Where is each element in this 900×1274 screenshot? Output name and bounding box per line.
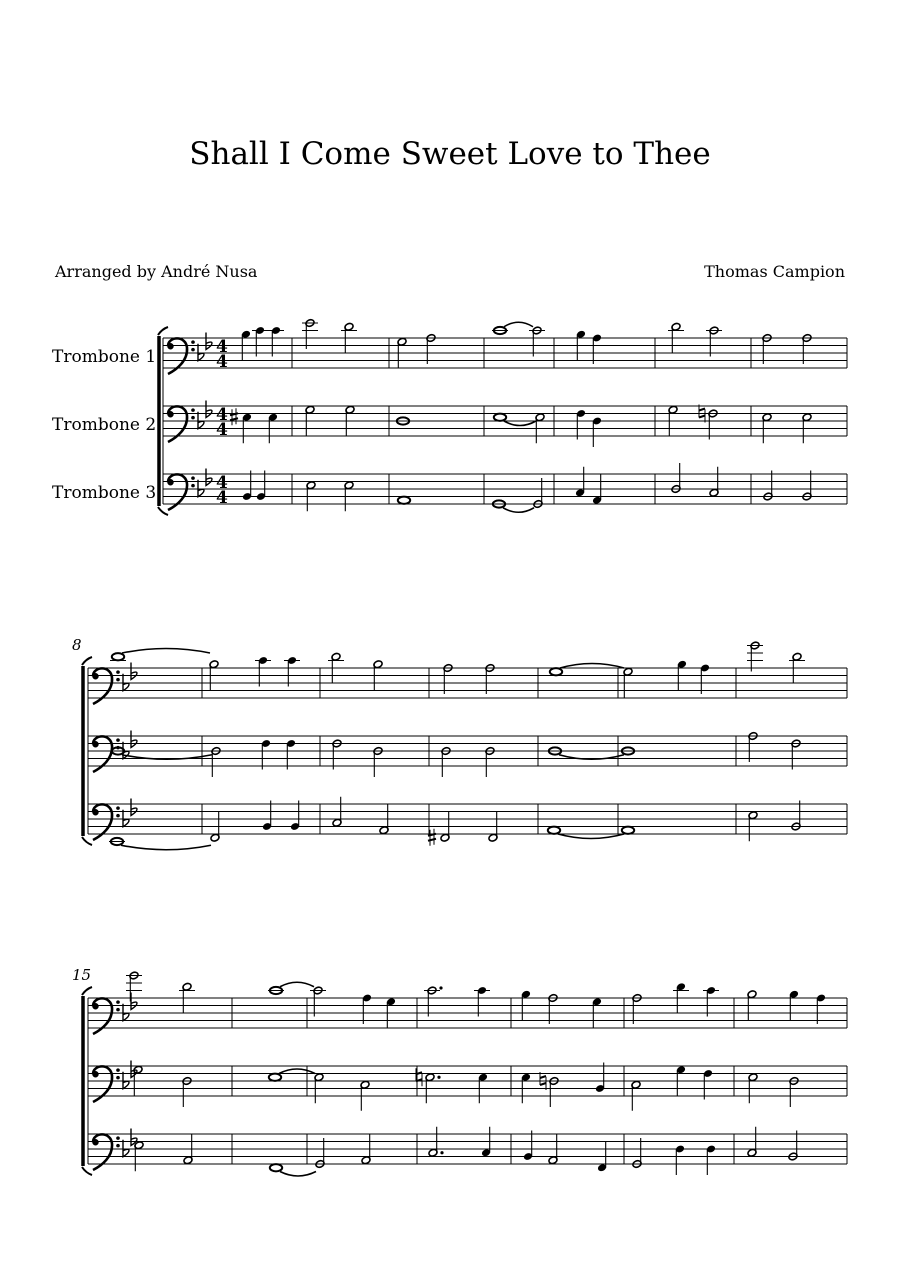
time-signature-denominator: 4 (216, 352, 228, 372)
bass-clef-dot (116, 1068, 120, 1072)
bass-clef (167, 474, 195, 510)
instrument-label-trombone-2: Trombone 2 (52, 415, 157, 435)
time-signature-numerator: 4 (216, 405, 228, 425)
bass-clef-dot (116, 1136, 120, 1140)
quarter-note (597, 1142, 607, 1173)
sharp-accidental (230, 408, 238, 425)
time-signature-denominator: 4 (216, 420, 228, 440)
quarter-note (287, 656, 297, 687)
quarter-note (576, 330, 586, 361)
quarter-note (521, 1073, 531, 1104)
augmentation-dot (437, 1076, 440, 1079)
bass-clef (92, 998, 119, 1034)
quarter-note (592, 333, 602, 364)
bass-clef-dot (191, 484, 195, 488)
tie (503, 508, 534, 513)
bass-clef-dot (116, 678, 120, 682)
sharp-stroke (428, 839, 436, 841)
notehead (494, 414, 506, 421)
bass-clef-dot (191, 416, 195, 420)
quarter-note (386, 997, 396, 1028)
bass-clef (92, 804, 119, 840)
quarter-note (677, 660, 687, 691)
quarter-note (576, 409, 586, 440)
quarter-note (271, 326, 281, 357)
bracket-hook (82, 987, 92, 995)
key-signature-flat (131, 799, 137, 816)
key-signature-flat (123, 1140, 129, 1157)
bracket-hook (158, 507, 168, 515)
whole-note (494, 414, 506, 421)
quarter-note (706, 1144, 716, 1175)
bracket-hook (82, 657, 92, 665)
time-signature-numerator: 4 (216, 473, 228, 493)
instrument-label-trombone-3: Trombone 3 (52, 483, 157, 503)
bass-clef-head (167, 479, 173, 485)
natural-stroke (540, 1076, 546, 1078)
notehead (550, 668, 562, 675)
bass-clef-head (92, 741, 98, 747)
sharp-stroke (230, 418, 238, 420)
quarter-note (258, 656, 268, 687)
key-signature-flat (123, 810, 129, 827)
quarter-note (478, 1073, 488, 1104)
bass-clef-dot (116, 670, 120, 674)
natural-stroke (540, 1083, 546, 1085)
quarter-note (242, 413, 252, 444)
key-signature-flat (206, 469, 212, 486)
augmentation-dot (440, 1151, 443, 1154)
bass-clef-head (92, 1071, 98, 1077)
tie (558, 834, 624, 839)
time-signature-denominator: 4 (216, 488, 228, 508)
score-title: Shall I Come Sweet Love to Thee (189, 136, 711, 172)
whole-note (548, 827, 560, 834)
key-signature-flat (123, 674, 129, 691)
tie (122, 649, 210, 654)
quarter-note (477, 986, 487, 1017)
key-signature-flat (198, 480, 204, 497)
quarter-note (703, 1069, 713, 1100)
key-signature-flat (131, 663, 137, 680)
tie (504, 421, 536, 426)
bass-clef-dot (116, 1008, 120, 1012)
bass-clef-dot (191, 476, 195, 480)
natural-stroke (699, 409, 705, 411)
bass-clef-dot (191, 340, 195, 344)
quarter-note (676, 982, 686, 1013)
notehead (269, 1074, 281, 1081)
composer-credit: Thomas Campion (704, 262, 845, 281)
natural-stroke (699, 416, 705, 418)
bass-clef (92, 668, 119, 704)
key-signature-flat (206, 401, 212, 418)
key-signature-flat (198, 344, 204, 361)
bracket-hook (158, 327, 168, 335)
tie (280, 982, 314, 987)
quarter-note (595, 1063, 605, 1094)
bass-clef-dot (116, 814, 120, 818)
bass-clef-dot (116, 1076, 120, 1080)
bass-clef-dot (116, 806, 120, 810)
key-signature-flat (131, 731, 137, 748)
quarter-note (592, 416, 602, 447)
notehead (622, 827, 634, 834)
tie (280, 1172, 316, 1177)
quarter-note (286, 739, 296, 770)
notehead (398, 497, 410, 504)
bass-clef (167, 406, 195, 442)
bass-clef-head (167, 343, 173, 349)
quarter-note (675, 1144, 685, 1175)
quarter-note (290, 801, 300, 832)
quarter-note (261, 739, 271, 770)
notehead (112, 653, 124, 660)
measure-number: 15 (72, 966, 92, 984)
whole-note (398, 497, 410, 504)
quarter-note (575, 467, 585, 498)
whole-note (622, 827, 634, 834)
bass-clef-dot (116, 1144, 120, 1148)
bass-clef-dot (191, 408, 195, 412)
quarter-note (242, 471, 252, 502)
bass-clef-dot (116, 1000, 120, 1004)
arranger-credit: Arranged by André Nusa (55, 262, 258, 281)
key-signature-flat (123, 1072, 129, 1089)
bass-clef-dot (191, 348, 195, 352)
quarter-note (255, 326, 265, 357)
quarter-note (268, 413, 278, 444)
tie (279, 1069, 315, 1074)
tie (504, 322, 533, 327)
key-signature-flat (198, 412, 204, 429)
bass-clef (167, 338, 195, 374)
quarter-note (700, 663, 710, 694)
whole-note (270, 1164, 282, 1171)
notehead (270, 1164, 282, 1171)
quarter-note (676, 1065, 686, 1096)
bass-clef-head (167, 411, 173, 417)
key-signature-flat (123, 1004, 129, 1021)
key-signature-flat (206, 333, 212, 350)
quarter-note (789, 990, 799, 1021)
quarter-note (706, 986, 716, 1017)
bass-clef-head (92, 1003, 98, 1009)
whole-note (550, 668, 562, 675)
bass-clef-head (92, 1139, 98, 1145)
quarter-note (262, 801, 272, 832)
bass-clef-dot (116, 738, 120, 742)
bass-clef (92, 1066, 119, 1102)
quarter-note (592, 474, 602, 505)
bass-clef-head (92, 809, 98, 815)
tie (121, 845, 211, 850)
notehead (548, 827, 560, 834)
key-signature-flat (131, 993, 137, 1010)
augmentation-dot (439, 986, 442, 989)
quarter-note (521, 990, 531, 1021)
bass-clef-head (92, 673, 98, 679)
whole-note (269, 1074, 281, 1081)
quarter-note (481, 1127, 491, 1158)
bracket-hook (82, 1167, 92, 1175)
quarter-note (592, 997, 602, 1028)
bracket-hook (82, 837, 92, 845)
time-signature-numerator: 4 (216, 337, 228, 357)
bass-clef (92, 1134, 119, 1170)
quarter-note (362, 993, 372, 1024)
quarter-note (816, 993, 826, 1024)
instrument-label-trombone-1: Trombone 1 (52, 347, 157, 367)
whole-note (112, 653, 124, 660)
quarter-note (256, 471, 266, 502)
measure-number: 8 (72, 636, 82, 654)
quarter-note (523, 1131, 533, 1162)
tie (560, 664, 624, 669)
quarter-note (241, 330, 251, 361)
